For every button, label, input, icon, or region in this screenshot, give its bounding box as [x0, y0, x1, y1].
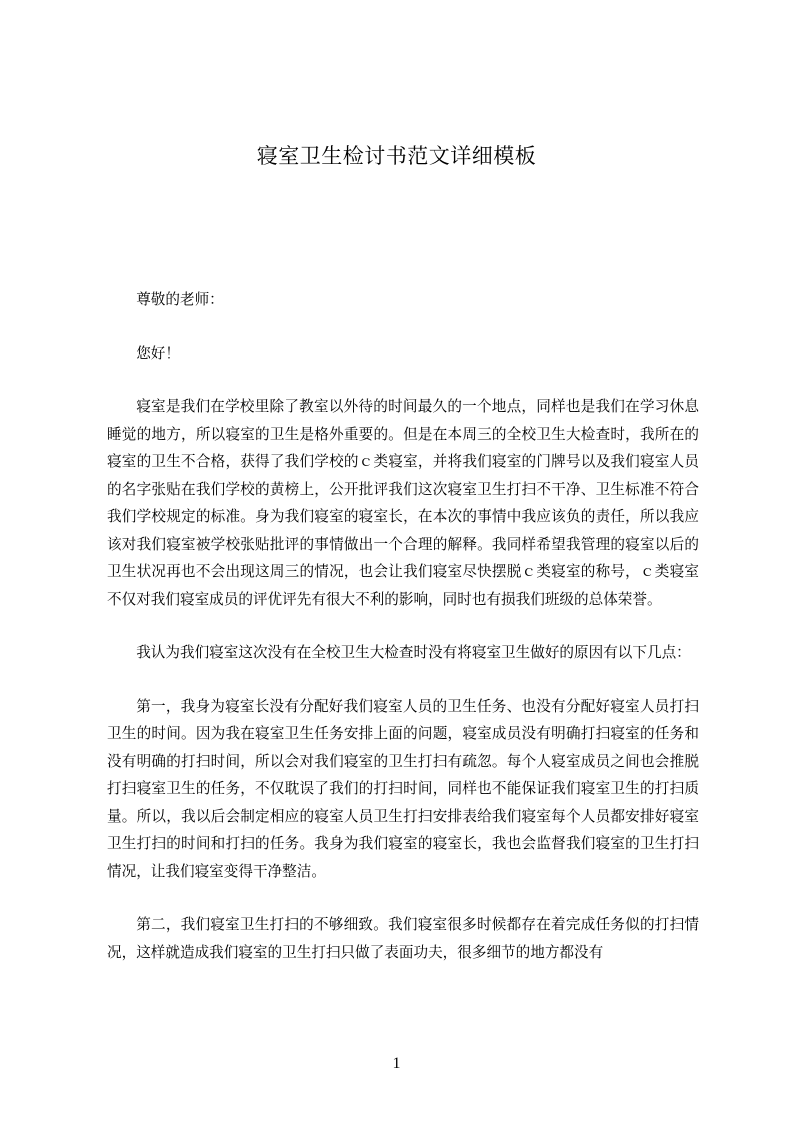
salutation: 尊敬的老师：: [136, 291, 224, 308]
document-title: 寝室卫生检讨书范文详细模板: [256, 144, 537, 168]
body-paragraph: 寝室是我们在学校里除了教室以外待的时间最久的一个地点，同样也是我们在学习休息睡觉的地方，所以寝室的卫生是格外重要的。但是在本周三的全校卫生大检查时，我所在的寝室的卫生不合格，获得了我们学校的ｃ类寝室，并将我们寝室的门牌号以及我们寝室人员的名字张贴在我们学校的黄榜上，公开批评我们这次寝室卫生打扫不干净、卫生标准不符合我们学校规定的标准。身为我们寝室的寝室长，在本次的事情中我应该负的责任，所以我应该对我们寝室被学校张贴批评的事情做出一个合理的解释。我同样希望我管理的寝室以后的卫生状况再也不会出现这周三的情况，也会让我们寝室尽快摆脱ｃ类寝室的称号，ｃ类寝室不仅对我们寝室成员的评优评先有很大不利的影响，同时也有损我们班级的总体荣誉。: [107, 398, 699, 608]
document-body: [107, 286, 699, 992]
body-paragraph: 我认为我们寝室这次没有在全校卫生大检查时没有将寝室卫生做好的原因有以下几点：: [136, 644, 691, 661]
body-paragraph: 第一，我身为寝室长没有分配好我们寝室人员的卫生任务、也没有分配好寝室人员打扫卫生的时间。因为我在寝室卫生任务安排上面的问题，寝室成员没有明确打扫寝室的任务和没有明确的打扫时间，所以会对我们寝室的卫生打扫有疏忽。每个人寝室成员之间也会推脱打扫寝室卫生的任务，不仅耽误了我们的打扫时间，同样也不能保证我们寝室卫生的打扫质量。所以，我以后会制定相应的寝室人员卫生打扫安排表给我们寝室每个人员都安排好寝室卫生打扫的时间和打扫的任务。我身为我们寝室的寝室长，我也会监督我们寝室的卫生打扫情况，让我们寝室变得干净整洁。: [107, 697, 699, 880]
greeting: 您好！: [136, 344, 180, 362]
body-paragraph: 第二，我们寝室卫生打扫的不够细致。我们寝室很多时候都存在着完成任务似的打扫情况，这样就造成我们寝室的卫生打扫只做了表面功夫，很多细节的地方都没有: [107, 916, 699, 961]
page-number: 1: [392, 1055, 401, 1072]
